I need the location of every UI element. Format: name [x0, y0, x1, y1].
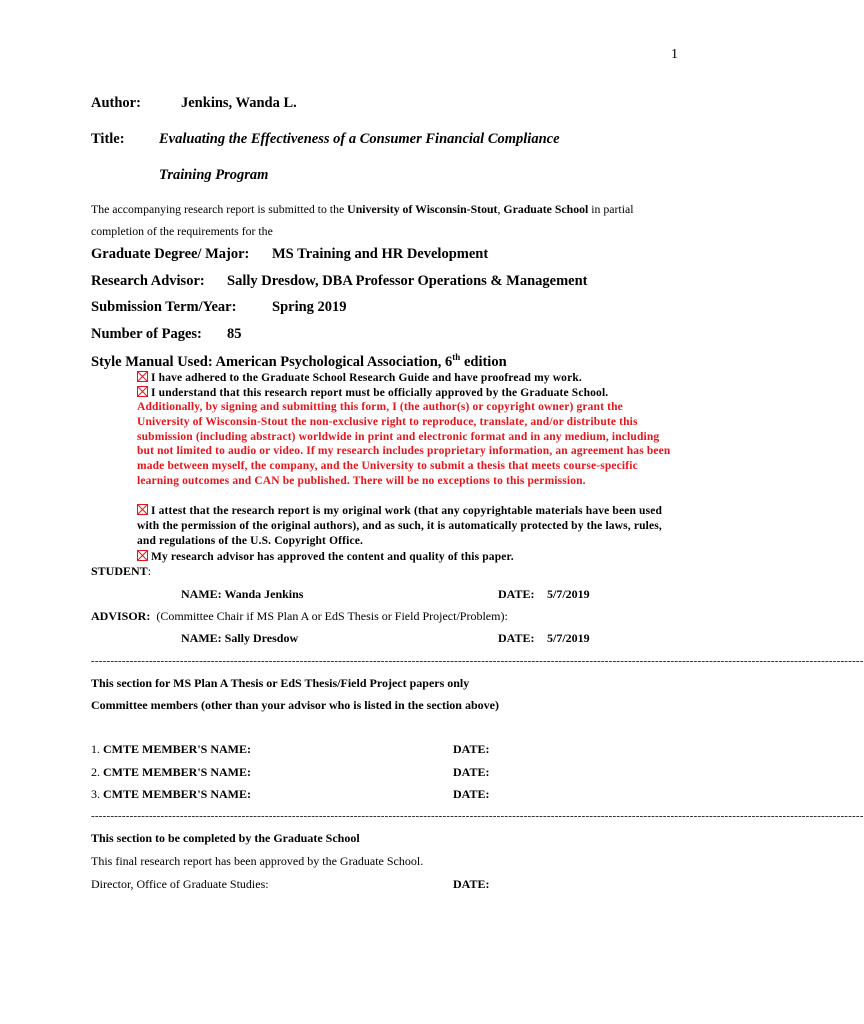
- student-date-label: DATE:: [498, 587, 535, 601]
- advisor-name: NAME: Sally Dresdow: [181, 631, 299, 645]
- member-date-label: DATE:: [453, 765, 490, 779]
- copyright-permission-text: Additionally, by signing and submitting this form, I (the author(s) or copyright owner) grant the University of Wisconsin-Stout the non-exclusive right to reproduce, translate, and/or distribute this submission (including abstract) worldwide in print and electronic format and in any medium, including but not limited to audio or video. If my research includes proprietary information, an agreement has been made between myself, the company, and the University to submit a thesis that meets course-specific learning outcomes and CAN be published. There will be no exceptions to this permission.: [137, 401, 671, 487]
- degree-label: Graduate Degree/ Major:: [91, 246, 250, 262]
- title-label: Title:: [91, 131, 125, 147]
- submission-term-value: Spring 2019: [272, 299, 347, 315]
- student-name: NAME: Wanda Jenkins: [181, 587, 304, 601]
- style-manual-sup: th: [452, 352, 461, 362]
- research-advisor-value: Sally Dresdow, DBA Professor Operations & Management: [227, 273, 588, 289]
- pages-value: 85: [227, 326, 242, 342]
- checked-box-icon[interactable]: [137, 371, 148, 382]
- plan-a-subheading: Committee members (other than your advisor who is listed in the section above): [91, 698, 499, 712]
- intro-school: Graduate School: [503, 202, 589, 216]
- research-advisor-label: Research Advisor:: [91, 273, 205, 289]
- author-label: Author:: [91, 95, 141, 111]
- member-number: 2.: [91, 765, 103, 779]
- grad-school-approved: This final research report has been approved by the Graduate School.: [91, 854, 424, 868]
- advisor-note: (Committee Chair if MS Plan A or EdS Thesis or Field Project/Problem):: [156, 609, 508, 623]
- check-item-4-text: My research advisor has approved the content and quality of this paper.: [151, 551, 514, 563]
- check-item-2: [137, 385, 677, 401]
- intro-line-2: completion of the requirements for the: [91, 224, 273, 238]
- student-colon: :: [147, 564, 152, 578]
- intro-text-2: in partial: [588, 202, 634, 216]
- intro-text-1: The accompanying research report is submitted to the: [91, 202, 348, 216]
- member-name-label: CMTE MEMBER'S NAME:: [103, 742, 251, 756]
- submission-term-label: Submission Term/Year:: [91, 299, 237, 315]
- author-value: Jenkins, Wanda L.: [181, 95, 297, 111]
- style-manual: [91, 352, 507, 371]
- check-item-1-text: I have adhered to the Graduate School Research Guide and have proofread my work.: [151, 372, 582, 384]
- advisor-date-label: DATE:: [498, 631, 535, 645]
- committee-member-2: [91, 765, 251, 780]
- check-item-3-text: I attest that the research report is my original work (that any copyrightable materials have been used with the permission of the original authors), and as such, it is automatically protected by the laws, rules, and regulations of the U.S. Copyright Office.: [137, 505, 663, 547]
- advisor-date-value: 5/7/2019: [547, 631, 590, 645]
- committee-member-1: [91, 742, 251, 757]
- member-date-label: DATE:: [453, 742, 490, 756]
- intro-line-1: [91, 202, 634, 217]
- style-manual-suffix: edition: [460, 353, 507, 370]
- member-name-label: CMTE MEMBER'S NAME:: [103, 787, 251, 801]
- title-line-1: Evaluating the Effectiveness of a Consumer Financial Compliance: [159, 131, 560, 147]
- check-item-1: [137, 370, 677, 386]
- advisor-label: ADVISOR:: [91, 609, 151, 623]
- student-label: STUDENT: [91, 564, 148, 578]
- style-manual-label: Style Manual Used: American Psychological Association, 6: [91, 353, 453, 370]
- grad-school-heading: This section to be completed by the Graduate School: [91, 831, 360, 845]
- student-date-value: 5/7/2019: [547, 587, 590, 601]
- plan-a-heading: This section for MS Plan A Thesis or EdS Thesis/Field Project papers only: [91, 676, 470, 690]
- page-number: 1: [671, 47, 678, 62]
- student-heading: [91, 564, 151, 579]
- checked-box-icon[interactable]: [137, 386, 148, 397]
- check-item-3: [137, 503, 677, 548]
- title-line-2: Training Program: [159, 167, 269, 183]
- checked-box-icon[interactable]: [137, 504, 148, 515]
- check-item-4: [137, 549, 677, 565]
- member-name-label: CMTE MEMBER'S NAME:: [103, 765, 251, 779]
- committee-member-3: [91, 787, 251, 802]
- advisor-heading: [91, 609, 508, 624]
- separator-line: --------------------------------------------------------------------------------------------------------------------------------------------------------------------------------------------------------: [91, 655, 864, 667]
- separator-line: --------------------------------------------------------------------------------------------------------------------------------------------------------------------------------------------------------: [91, 810, 864, 822]
- member-number: 1.: [91, 742, 103, 756]
- member-number: 3.: [91, 787, 103, 801]
- member-date-label: DATE:: [453, 787, 490, 801]
- intro-university: University of Wisconsin-Stout: [347, 202, 498, 216]
- director-date-label: DATE:: [453, 877, 490, 891]
- check-item-2-text: I understand that this research report must be officially approved by the Graduate School.: [151, 387, 609, 399]
- degree-value: MS Training and HR Development: [272, 246, 489, 262]
- pages-label: Number of Pages:: [91, 326, 202, 342]
- checked-box-icon[interactable]: [137, 550, 148, 561]
- intro-comma: ,: [497, 202, 504, 216]
- director-label: Director, Office of Graduate Studies:: [91, 877, 269, 891]
